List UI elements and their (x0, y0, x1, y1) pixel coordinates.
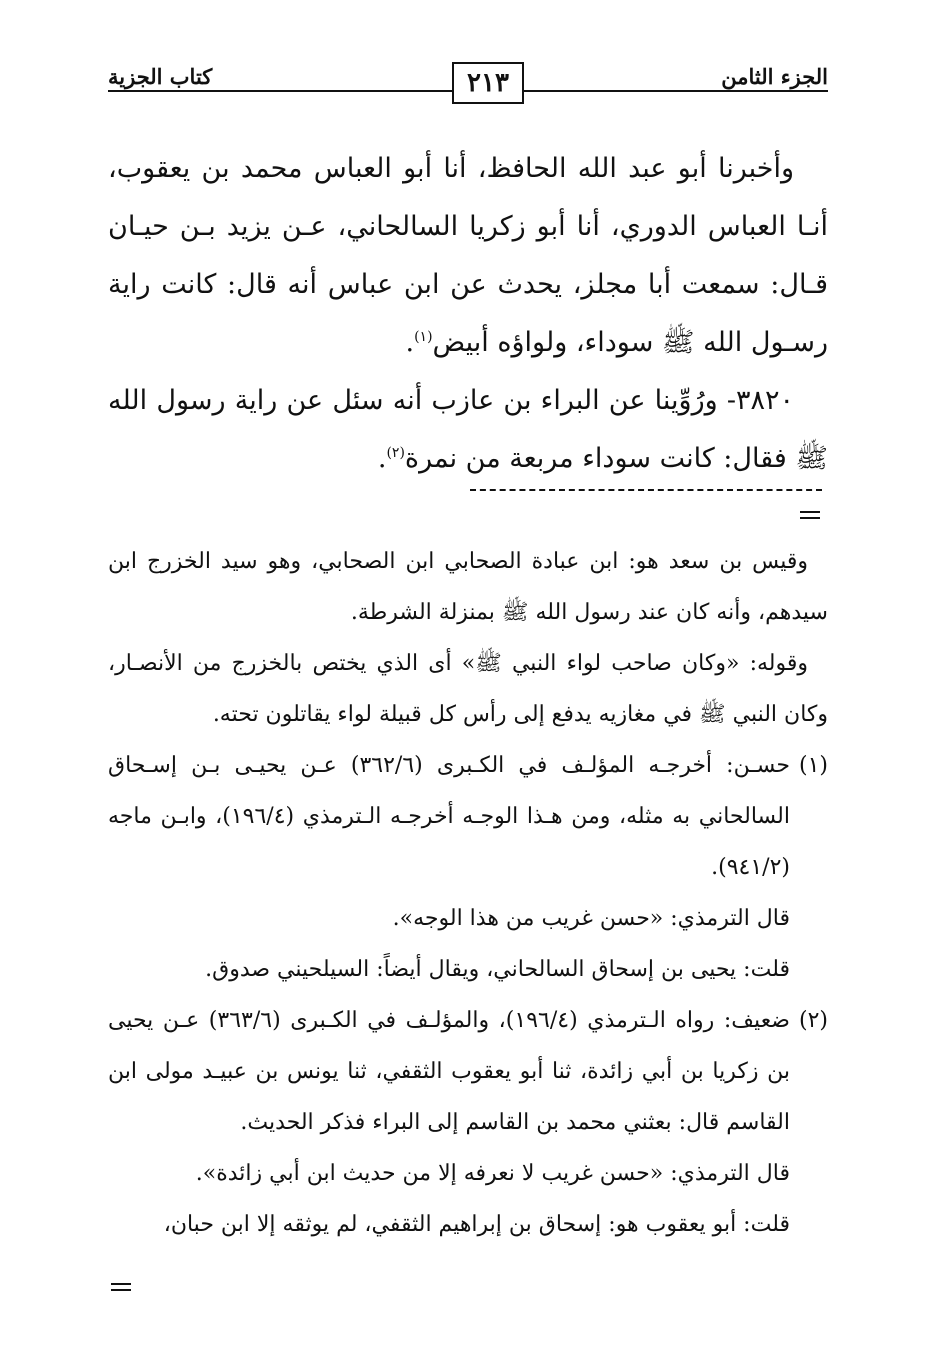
running-title-book: كتاب الجزية (108, 64, 222, 89)
page-number: ٢١٣ (452, 62, 524, 104)
footnote-1-tirmidhi: قال الترمذي: «حسن غريب من هذا الوجه». (392, 906, 790, 931)
footnote-2-comment: قلت: أبو يعقوب هو: إسحاق بن إبراهيم الثقفي، لم يوثقه إلا ابن حبان، (163, 1212, 790, 1237)
footnote-number: (٢) (798, 1008, 828, 1033)
footnote-2-tirmidhi: قال الترمذي: «حسن غريب لا نعرفه إلا من حديث ابن أبي زائدة». (195, 1161, 790, 1186)
continuation-mark-top (800, 511, 820, 523)
footnote-1-comment: قلت: يحيى بن إسحاق السالحاني، ويقال أيضاً: السيلحيني صدوق. (205, 957, 790, 982)
footnote-number: (١) (799, 753, 829, 778)
footnote-continued-1: وقيس بن سعد هو: ابن عبادة الصحابي ابن الصحابي، وهو سيد الخزرج ابن سيدهم، وأنه كان عند رسول الله ﷺ بمنزلة الشرطة. (108, 549, 828, 625)
paragraph-text: ٣٨٢٠- ورُوِّينا عن البراء بن عازب أنه سئل عن راية رسول الله ﷺ فقال: كانت سوداء مربعة من نمرة (108, 385, 828, 474)
footnote-text: حسـن: أخرجـه المؤلـف في الكـبرى (٣٦٢/٦) عـن يحيـى بـن إسـحاق السالحاني به مثله، ومن هـذا الوجـه أخرجـه الـترمذي (١٩٦/٤)، وابـن ماجه (٩٤١/٢). (108, 753, 791, 880)
page-header (108, 58, 828, 108)
paragraph-hadith-3820 (108, 372, 828, 488)
main-text (108, 140, 828, 488)
paragraph-end: . (405, 327, 415, 358)
footnote-1 (108, 740, 828, 893)
footnote-ref-1[interactable]: (١) (414, 329, 433, 345)
continuation-mark-bottom (111, 1283, 131, 1295)
footnote-separator (470, 489, 822, 491)
footnote-continued-2: وقوله: «وكان صاحب لواء النبي ﷺ» أى الذي يختص بالخزرج من الأنصـار، وكان النبي ﷺ في مغازيه يدفع إلى رأس كل قبيلة لواء يقاتلون تحته. (108, 651, 828, 727)
running-title-volume: الجزء الثامن (711, 64, 828, 89)
paragraph-text: وأخبرنا أبو عبد الله الحافظ، أنا أبو العباس محمد بن يعقوب، أنـا العباس الدوري، أنا أبو زكريا السالحاني، عـن يزيد بـن حيـان قـال: سمعت أبا مجلز، يحدث عن ابن عباس أنه قال: كانت راية رسـول الله ﷺ سوداء، ولواؤه أبيض (108, 153, 828, 358)
paragraph-end: . (377, 443, 387, 474)
paragraph-hadith-narration (108, 140, 828, 372)
footnotes (108, 536, 828, 1250)
footnote-text: ضعيف: رواه الـترمذي (١٩٦/٤)، والمؤلـف في الكـبرى (٣٦٣/٦) عـن يحيى بن زكريا بن أبي زائدة، ثنا أبو يعقوب الثقفي، ثنا يونس بن عبيـد مولى ابن القاسم قال: بعثني محمد بن القاسم إلى البراء فذكر الحديث. (108, 1008, 790, 1135)
footnote-ref-2[interactable]: (٢) (386, 445, 405, 461)
footnote-2 (108, 995, 828, 1148)
